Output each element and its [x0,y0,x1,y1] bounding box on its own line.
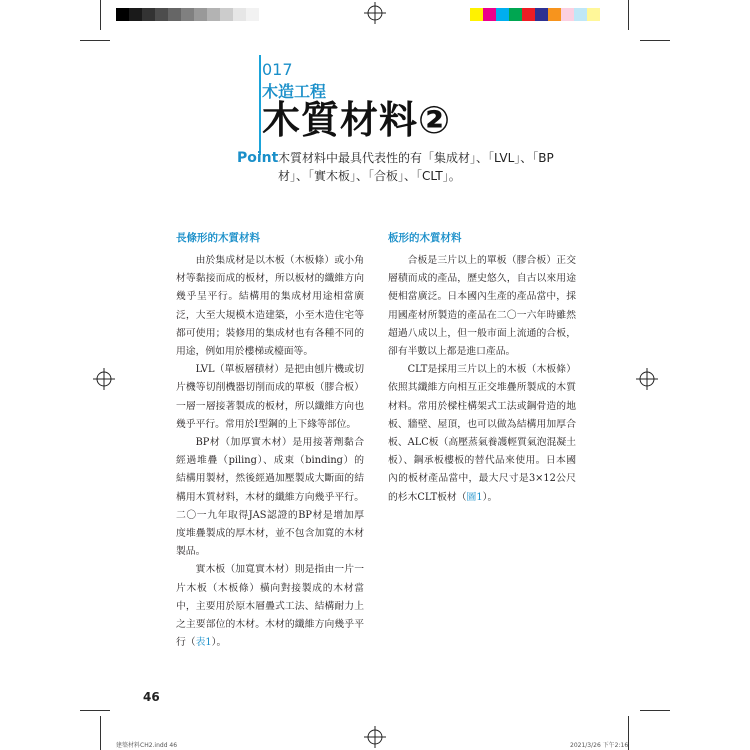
color-swatch [220,8,233,21]
crop-mark [80,710,110,711]
color-swatch [116,8,129,21]
print-slug-date: 2021/3/26 下午2:16 [570,742,629,749]
figure-reference-link[interactable]: 圖1 [466,491,483,503]
color-swatch [470,8,483,21]
color-swatch [181,8,194,21]
paragraph: LVL（單板層積材）是把由刨片機或切片機等切削機器切削而成的單板（膠合板）一層一層接著製成的板材，所以纖維方向也幾乎平行。常用於I型鋼的上下緣等部位。 [176,364,364,430]
header-accent-line [259,55,261,155]
color-swatch [129,8,142,21]
registration-mark-icon [364,2,386,24]
print-slug-file: 建築材料CH2.indd 46 [116,742,178,749]
left-column [176,230,364,652]
section-heading: 板形的木質材料 [388,232,462,244]
process-color-bar [470,8,613,21]
color-swatch [548,8,561,21]
chapter-number: 017 [262,60,293,79]
color-swatch [561,8,574,21]
paragraph [388,361,576,507]
crop-mark [628,0,629,30]
right-column [388,230,576,507]
registration-mark-icon [636,368,658,390]
crop-mark [80,40,110,41]
paragraph-text: 實木板（加寬實木材）則是指由一片一片木板（木板條）橫向對接製成的木材當中，主要用於原木層疊式工法、結構耐力上之主要部位的木材。木材的纖維方向幾乎平行（ [176,564,364,649]
paragraph: BP材（加厚實木材）是用接著劑黏合經過堆疊（piling）、成束（binding）的結構用製材，然後經過加壓製成大斷面的結構用木質材料，木材的纖維方向幾乎平行。二〇一九年取得JAS認證的BP材是增加厚度堆疊製成的厚木材，並不包含加寬的木材製品。 [176,437,364,558]
color-swatch [496,8,509,21]
point-summary: 木質材料中最具代表性的有「集成材」、「LVL」、「BP材」、「實木板」、「合板」、「CLT」。 [278,151,554,183]
crop-mark [100,0,101,30]
registration-mark-icon [93,368,115,390]
crop-mark [640,710,670,711]
paragraph [176,561,364,652]
paragraph: 由於集成材是以木板（木板條）或小角材等黏接而成的板材，所以板材的纖維方向幾乎呈平行。結構用的集成材用途相當廣泛，大至大規模木造建築，小至木造住宅等都可使用；裝修用的集成材也有各種不同的用途，例如用於樓梯或檯面等。 [176,255,364,358]
color-swatch [233,8,246,21]
color-swatch [600,8,613,21]
page-number: 46 [143,690,160,704]
color-swatch [142,8,155,21]
page-title: 木質材料② [262,98,452,142]
registration-mark-icon [364,726,386,748]
color-swatch [207,8,220,21]
crop-mark [640,40,670,41]
paragraph-text: CLT是採用三片以上的木板（木板條）依照其纖維方向相互正交堆疊所製成的木質材料。常用於樑柱構架式工法或鋼骨造的地板、牆壁、屋頂，也可以做為結構用加厚合板、ALC板（高壓蒸氣養護輕質氣泡混凝土板）、鋼承板樓板的替代品來使用。日本國內的板材產品當中，最大尺寸是3×12公尺的杉木CLT板材（ [388,364,576,503]
color-swatch [194,8,207,21]
color-swatch [155,8,168,21]
color-swatch [522,8,535,21]
paragraph: 合板是三片以上的單板（膠合板）正交層積而成的產品，歷史悠久，自古以來用途便相當廣泛。日本國內生產的產品當中，採用國產材所製造的產品在二〇一六年時雖然超過八成以上，但一般市面上流通的合板，卻有半數以上都是進口產品。 [388,255,576,358]
gray-color-bar [116,8,272,21]
paragraph-text: ）。 [482,491,498,503]
color-swatch [483,8,496,21]
paragraph-text: ）。 [211,637,227,649]
color-swatch [587,8,600,21]
color-swatch [259,8,272,21]
color-swatch [168,8,181,21]
color-swatch [535,8,548,21]
color-swatch [246,8,259,21]
color-swatch [574,8,587,21]
point-label: Point [237,150,279,166]
crop-mark [100,716,101,750]
chapter-category: 木造工程 [262,82,327,101]
section-heading: 長條形的木質材料 [176,232,260,244]
color-swatch [509,8,522,21]
table-reference-link[interactable]: 表1 [195,637,212,649]
